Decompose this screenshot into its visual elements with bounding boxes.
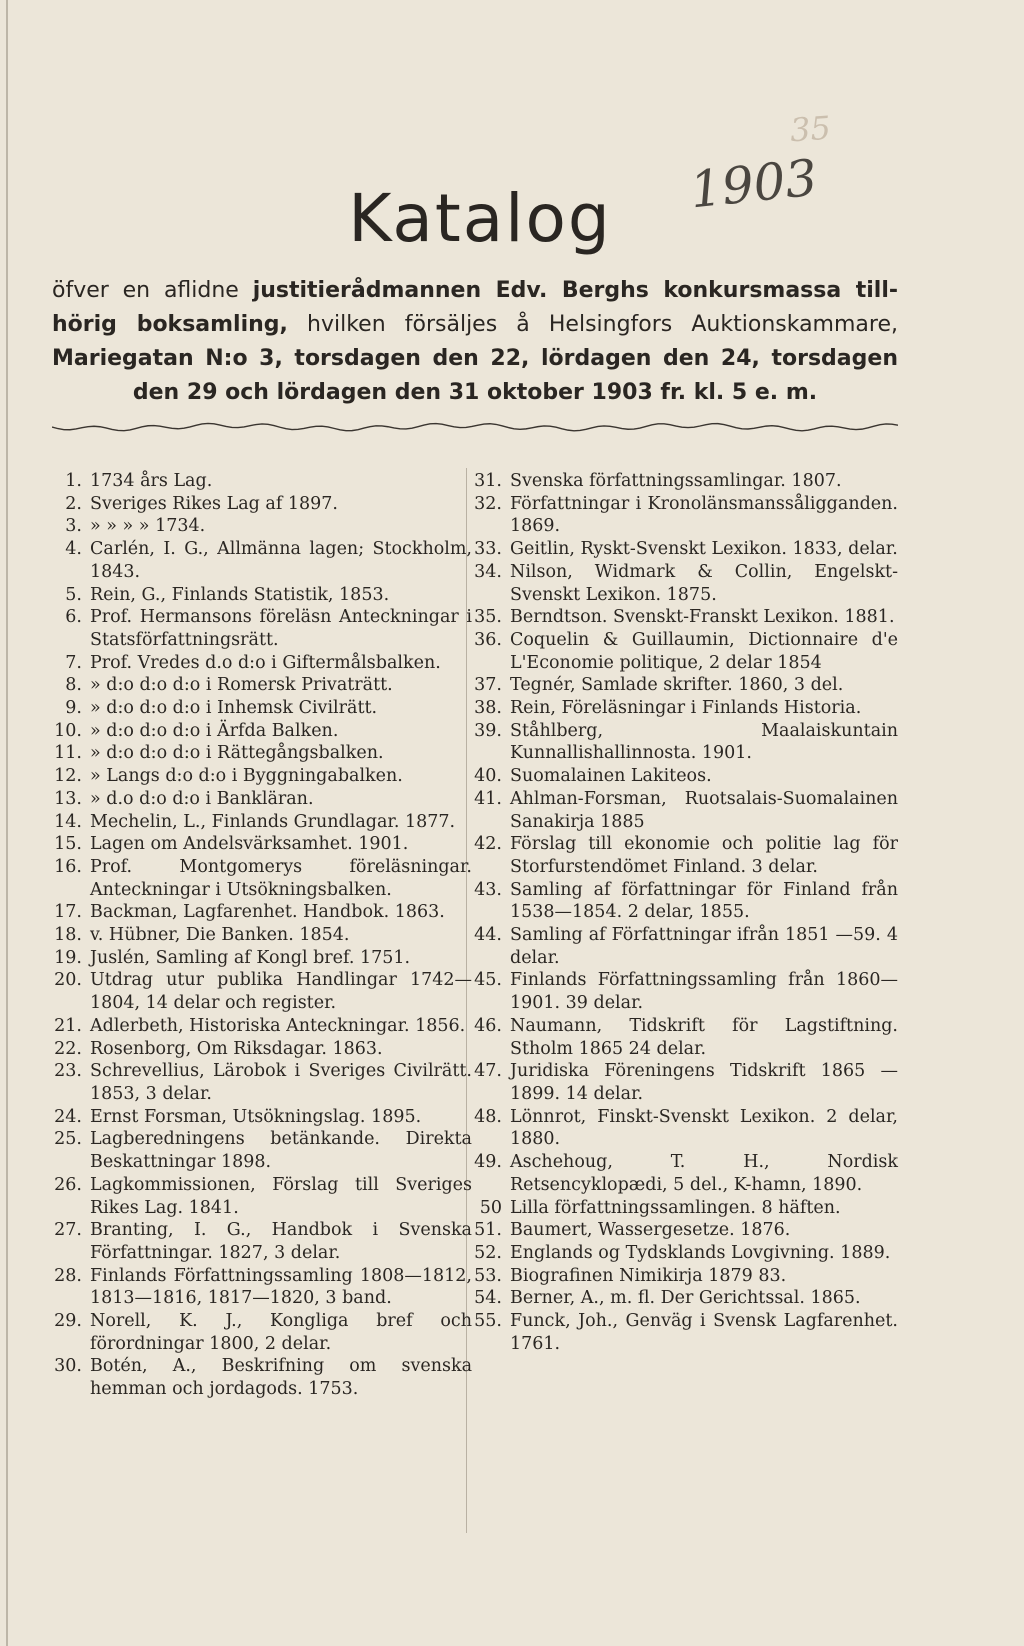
catalog-entry bbox=[472, 1242, 898, 1265]
entry-number: 38. bbox=[474, 698, 502, 719]
entry-text: Samling af författningar för Finland från 1538—1854. 2 delar, 1855. bbox=[510, 879, 898, 923]
entry-number: 33. bbox=[474, 539, 502, 560]
entry-text: Botén, A., Beskrifning om svenska hemman och jordagods. 1753. bbox=[90, 1356, 472, 1400]
catalog-entry bbox=[52, 720, 472, 743]
entry-text: Juslén, Samling af Kongl bref. 1751. bbox=[90, 947, 411, 968]
entry-number: 52. bbox=[474, 1242, 502, 1263]
catalog-entry bbox=[52, 833, 472, 856]
entry-number: 54. bbox=[474, 1288, 502, 1309]
catalog-entry bbox=[472, 1151, 898, 1196]
catalog-entry bbox=[472, 1060, 898, 1105]
catalog-entry bbox=[52, 1060, 472, 1105]
catalog-header bbox=[52, 274, 898, 410]
entry-text: Nilson, Widmark & Collin, Engelskt-Svenskt Lexikon. 1875. bbox=[510, 561, 898, 605]
entry-number: 8. bbox=[65, 675, 82, 696]
entry-number: 32. bbox=[474, 493, 502, 514]
entry-text: Prof. Hermansons föreläsn Anteckningar i Statsförfattningsrätt. bbox=[90, 607, 472, 650]
entry-number: 16. bbox=[54, 856, 82, 877]
entry-text: Sveriges Rikes Lag af 1897. bbox=[90, 493, 338, 514]
entry-text: 1734 års Lag. bbox=[90, 471, 213, 491]
entry-number: 35. bbox=[474, 607, 502, 628]
entry-text: Naumann, Tidskrift för Lagstiftning. Stholm 1865 24 delar. bbox=[510, 1015, 898, 1059]
entry-text: » d:o d:o d:o i Ärfda Balken. bbox=[90, 720, 339, 741]
catalog-entry bbox=[52, 1038, 472, 1061]
entry-number: 4. bbox=[65, 539, 82, 560]
entry-text: Juridiska Föreningens Tidskrift 1865 —1899. 14 delar. bbox=[510, 1061, 898, 1104]
catalog-entry bbox=[52, 765, 472, 788]
catalog-entry bbox=[472, 833, 898, 878]
catalog-entry bbox=[52, 947, 472, 970]
header-line bbox=[52, 376, 898, 410]
entry-number: 1. bbox=[65, 471, 82, 491]
entry-text: Utdrag utur publika Handlingar 1742—1804, 14 delar och register. bbox=[90, 970, 472, 1014]
catalog-entry bbox=[52, 1128, 472, 1173]
entry-text: Lagberedningens betänkande. Direkta Beskattningar 1898. bbox=[90, 1129, 472, 1173]
catalog-entry bbox=[472, 1015, 898, 1060]
header-text: Mariegatan N:o 3, torsdagen den 22, lördagen den 24, torsdagen bbox=[52, 346, 898, 371]
entry-text: Suomalainen Lakiteos. bbox=[510, 766, 712, 787]
entry-text: Carlén, I. G., Allmänna lagen; Stockholm, 1843. bbox=[90, 539, 472, 582]
catalog-entry bbox=[52, 788, 472, 811]
entry-number: 21. bbox=[54, 1015, 82, 1036]
entry-number: 14. bbox=[54, 811, 82, 832]
catalog-entry bbox=[472, 1265, 898, 1288]
page-title: Katalog bbox=[348, 180, 612, 257]
entry-text: Lagen om Andelsvärksamhet. 1901. bbox=[90, 834, 409, 855]
entry-text: » d:o d:o d:o i Romersk Privaträtt. bbox=[90, 675, 393, 696]
entry-text: Svenska författningssamlingar. 1807. bbox=[510, 471, 842, 491]
entry-text: » Langs d:o d:o i Byggningabalken. bbox=[90, 766, 403, 787]
entry-number: 49. bbox=[474, 1152, 502, 1173]
entry-number: 42. bbox=[474, 834, 502, 855]
entry-number: 47. bbox=[474, 1061, 502, 1082]
catalog-entry bbox=[52, 1265, 472, 1310]
pencil-note: 35 bbox=[788, 108, 832, 150]
entry-number: 34. bbox=[474, 561, 502, 582]
catalog-entry bbox=[52, 969, 472, 1014]
catalog-entry bbox=[52, 856, 472, 901]
catalog-entry bbox=[52, 1015, 472, 1038]
header-line bbox=[52, 274, 898, 308]
entry-number: 6. bbox=[65, 607, 82, 628]
entry-text: Finlands Författningssamling 1808—1812, 1813—1816, 1817—1820, 3 band. bbox=[90, 1265, 472, 1309]
entry-number: 23. bbox=[54, 1061, 82, 1082]
entry-number: 27. bbox=[54, 1220, 82, 1241]
entry-text: Lagkommissionen, Förslag till Sveriges Rikes Lag. 1841. bbox=[90, 1174, 472, 1218]
catalog-entry bbox=[52, 811, 472, 834]
entry-text: Coquelin & Guillaumin, Dictionnaire d'e L'Economie politique, 2 delar 1854 bbox=[510, 629, 898, 673]
entry-number: 18. bbox=[54, 925, 82, 946]
entry-text: Prof. Montgomerys föreläsningar. Anteckningar i Utsökningsbalken. bbox=[90, 856, 472, 900]
entry-text: Aschehoug, T. H., Nordisk Retsencyklopædi, 5 del., K-hamn, 1890. bbox=[510, 1152, 898, 1195]
entry-text: » d:o d:o d:o i Inhemsk Civilrätt. bbox=[90, 698, 378, 719]
entry-number: 53. bbox=[474, 1265, 502, 1286]
entry-text: Branting, I. G., Handbok i Svenska Författningar. 1827, 3 delar. bbox=[90, 1220, 472, 1263]
entry-number: 36. bbox=[474, 629, 502, 650]
entry-text: » » » » 1734. bbox=[90, 516, 206, 537]
entry-text: Adlerbeth, Historiska Anteckningar. 1856. bbox=[90, 1015, 466, 1036]
entry-text: Berndtson. Svenskt-Franskt Lexikon. 1881. bbox=[510, 607, 895, 628]
entry-number: 25. bbox=[54, 1129, 82, 1150]
catalog-entry bbox=[52, 652, 472, 675]
catalog-entry bbox=[472, 674, 898, 697]
catalog-entry bbox=[52, 697, 472, 720]
catalog-entry bbox=[472, 697, 898, 720]
catalog-entry bbox=[472, 561, 898, 606]
catalog-entry bbox=[52, 1219, 472, 1264]
entry-text: Förslag till ekonomie och politie lag för Storfurstendömet Finland. 3 delar. bbox=[510, 834, 898, 877]
catalog-entry bbox=[52, 1310, 472, 1355]
entry-text: Lilla författningssamlingen. 8 häften. bbox=[510, 1197, 841, 1218]
entry-number: 11. bbox=[54, 743, 82, 764]
entry-number: 29. bbox=[54, 1311, 82, 1332]
header-line bbox=[52, 342, 898, 376]
entry-number: 41. bbox=[474, 788, 502, 809]
entry-number: 22. bbox=[54, 1038, 82, 1059]
entry-number: 5. bbox=[65, 584, 82, 605]
header-text: öfver en aflidne bbox=[52, 278, 253, 303]
entry-text: Finlands Författningssamling från 1860—1901. 39 delar. bbox=[510, 970, 898, 1014]
entry-text: Funck, Joh., Genväg i Svensk Lagfarenhet. 1761. bbox=[510, 1311, 898, 1354]
header-line bbox=[52, 308, 898, 342]
entry-text: Baumert, Wassergesetze. 1876. bbox=[510, 1220, 791, 1241]
entry-text: Englands og Tydsklands Lovgivning. 1889. bbox=[510, 1242, 891, 1263]
catalog-entry bbox=[52, 1174, 472, 1219]
header-text: hvilken försäljes å Helsingfors Auktionskammare, bbox=[287, 312, 898, 337]
catalog-entry bbox=[472, 1219, 898, 1242]
catalog-entry bbox=[472, 924, 898, 969]
catalog-entry bbox=[472, 969, 898, 1014]
entry-number: 44. bbox=[474, 925, 502, 946]
entry-number: 50 bbox=[479, 1197, 502, 1218]
entry-number: 7. bbox=[65, 652, 82, 673]
catalog-entry bbox=[52, 493, 472, 516]
catalog-entry bbox=[52, 584, 472, 607]
entry-number: 9. bbox=[65, 698, 82, 719]
entry-text: Mechelin, L., Finlands Grundlagar. 1877. bbox=[90, 811, 456, 832]
entry-text: Prof. Vredes d.o d:o i Giftermålsbalken. bbox=[90, 652, 441, 673]
entry-number: 28. bbox=[54, 1265, 82, 1286]
catalog-entry bbox=[472, 1106, 898, 1151]
handwritten-year-note: 1903 bbox=[687, 148, 820, 220]
catalog-column-right bbox=[472, 470, 898, 1355]
entry-text: Rein, G., Finlands Statistik, 1853. bbox=[90, 584, 390, 605]
catalog-entry bbox=[52, 742, 472, 765]
catalog-entry bbox=[472, 765, 898, 788]
entry-text: Backman, Lagfarenhet. Handbok. 1863. bbox=[90, 902, 445, 923]
entry-text: Geitlin, Ryskt-Svenskt Lexikon. 1833, delar. bbox=[510, 539, 898, 560]
catalog-entry bbox=[472, 1197, 898, 1220]
catalog-entry bbox=[472, 606, 898, 629]
catalog-entry bbox=[52, 924, 472, 947]
entry-number: 55. bbox=[474, 1311, 502, 1332]
header-text: justitierådmannen Edv. Berghs konkursmassa till- bbox=[252, 278, 898, 303]
entry-number: 37. bbox=[474, 675, 502, 696]
entry-text: Rosenborg, Om Riksdagar. 1863. bbox=[90, 1038, 383, 1059]
entry-number: 24. bbox=[54, 1106, 82, 1127]
entry-text: » d.o d:o d:o i Bankläran. bbox=[90, 788, 314, 809]
catalog-entry bbox=[472, 493, 898, 538]
entry-text: Ståhlberg, Maalaiskuntain Kunnallishallinnosta. 1901. bbox=[510, 720, 898, 764]
catalog-entry bbox=[472, 629, 898, 674]
catalog-entry bbox=[472, 538, 898, 561]
catalog-column-left bbox=[52, 470, 472, 1401]
entry-number: 48. bbox=[474, 1106, 502, 1127]
catalog-entry bbox=[472, 1287, 898, 1310]
entry-number: 13. bbox=[54, 788, 82, 809]
entry-text: Norell, K. J., Kongliga bref och förordningar 1800, 2 delar. bbox=[90, 1311, 472, 1354]
catalog-entry bbox=[52, 901, 472, 924]
catalog-entry bbox=[52, 470, 472, 493]
entry-text: Schrevellius, Lärobok i Sveriges Civilrätt. 1853, 3 delar. bbox=[90, 1061, 472, 1104]
entry-number: 10. bbox=[54, 720, 82, 741]
entry-number: 2. bbox=[65, 493, 82, 514]
entry-number: 17. bbox=[54, 902, 82, 923]
header-text: den 29 och lördagen den 31 oktober 1903 fr. kl. 5 e. m. bbox=[132, 380, 818, 405]
entry-number: 19. bbox=[54, 947, 82, 968]
catalog-entry bbox=[52, 538, 472, 583]
catalog-entry bbox=[472, 879, 898, 924]
entry-number: 39. bbox=[474, 720, 502, 741]
entry-number: 12. bbox=[54, 766, 82, 787]
entry-number: 20. bbox=[54, 970, 82, 991]
entry-text: v. Hübner, Die Banken. 1854. bbox=[90, 925, 350, 946]
entry-number: 30. bbox=[54, 1356, 82, 1377]
entry-text: Berner, A., m. fl. Der Gerichtssal. 1865. bbox=[510, 1288, 861, 1309]
entry-text: Tegnér, Samlade skrifter. 1860, 3 del. bbox=[510, 675, 844, 696]
entry-number: 3. bbox=[65, 516, 82, 537]
catalog-entry bbox=[52, 1355, 472, 1400]
wavy-divider bbox=[52, 415, 898, 437]
catalog-entry bbox=[52, 515, 472, 538]
entry-number: 15. bbox=[54, 834, 82, 855]
entry-text: » d:o d:o d:o i Rättegångsbalken. bbox=[90, 743, 384, 764]
entry-number: 43. bbox=[474, 879, 502, 900]
catalog-entry bbox=[52, 606, 472, 651]
catalog-entry bbox=[52, 1106, 472, 1129]
entry-number: 40. bbox=[474, 766, 502, 787]
catalog-entry bbox=[472, 788, 898, 833]
entry-text: Ernst Forsman, Utsökningslag. 1895. bbox=[90, 1106, 422, 1127]
entry-number: 51. bbox=[474, 1220, 502, 1241]
entry-number: 45. bbox=[474, 970, 502, 991]
entry-number: 46. bbox=[474, 1015, 502, 1036]
catalog-entry bbox=[52, 674, 472, 697]
catalog-entry bbox=[472, 720, 898, 765]
catalog-entry bbox=[472, 1310, 898, 1355]
entry-text: Rein, Föreläsningar i Finlands Historia. bbox=[510, 698, 862, 719]
header-text: hörig boksamling, bbox=[52, 312, 288, 337]
entry-text: Ahlman-Forsman, Ruotsalais-Suomalainen Sanakirja 1885 bbox=[510, 788, 898, 832]
entry-text: Författningar i Kronolänsmanssåligganden. 1869. bbox=[510, 493, 898, 537]
entry-text: Lönnrot, Finskt-Svenskt Lexikon. 2 delar, 1880. bbox=[510, 1106, 898, 1150]
entry-number: 31. bbox=[474, 471, 502, 491]
entry-number: 26. bbox=[54, 1174, 82, 1195]
entry-text: Biografinen Nimikirja 1879 83. bbox=[510, 1265, 787, 1286]
catalog-entry bbox=[472, 470, 898, 493]
entry-text: Samling af Författningar ifrån 1851 —59. 4 delar. bbox=[510, 925, 898, 968]
